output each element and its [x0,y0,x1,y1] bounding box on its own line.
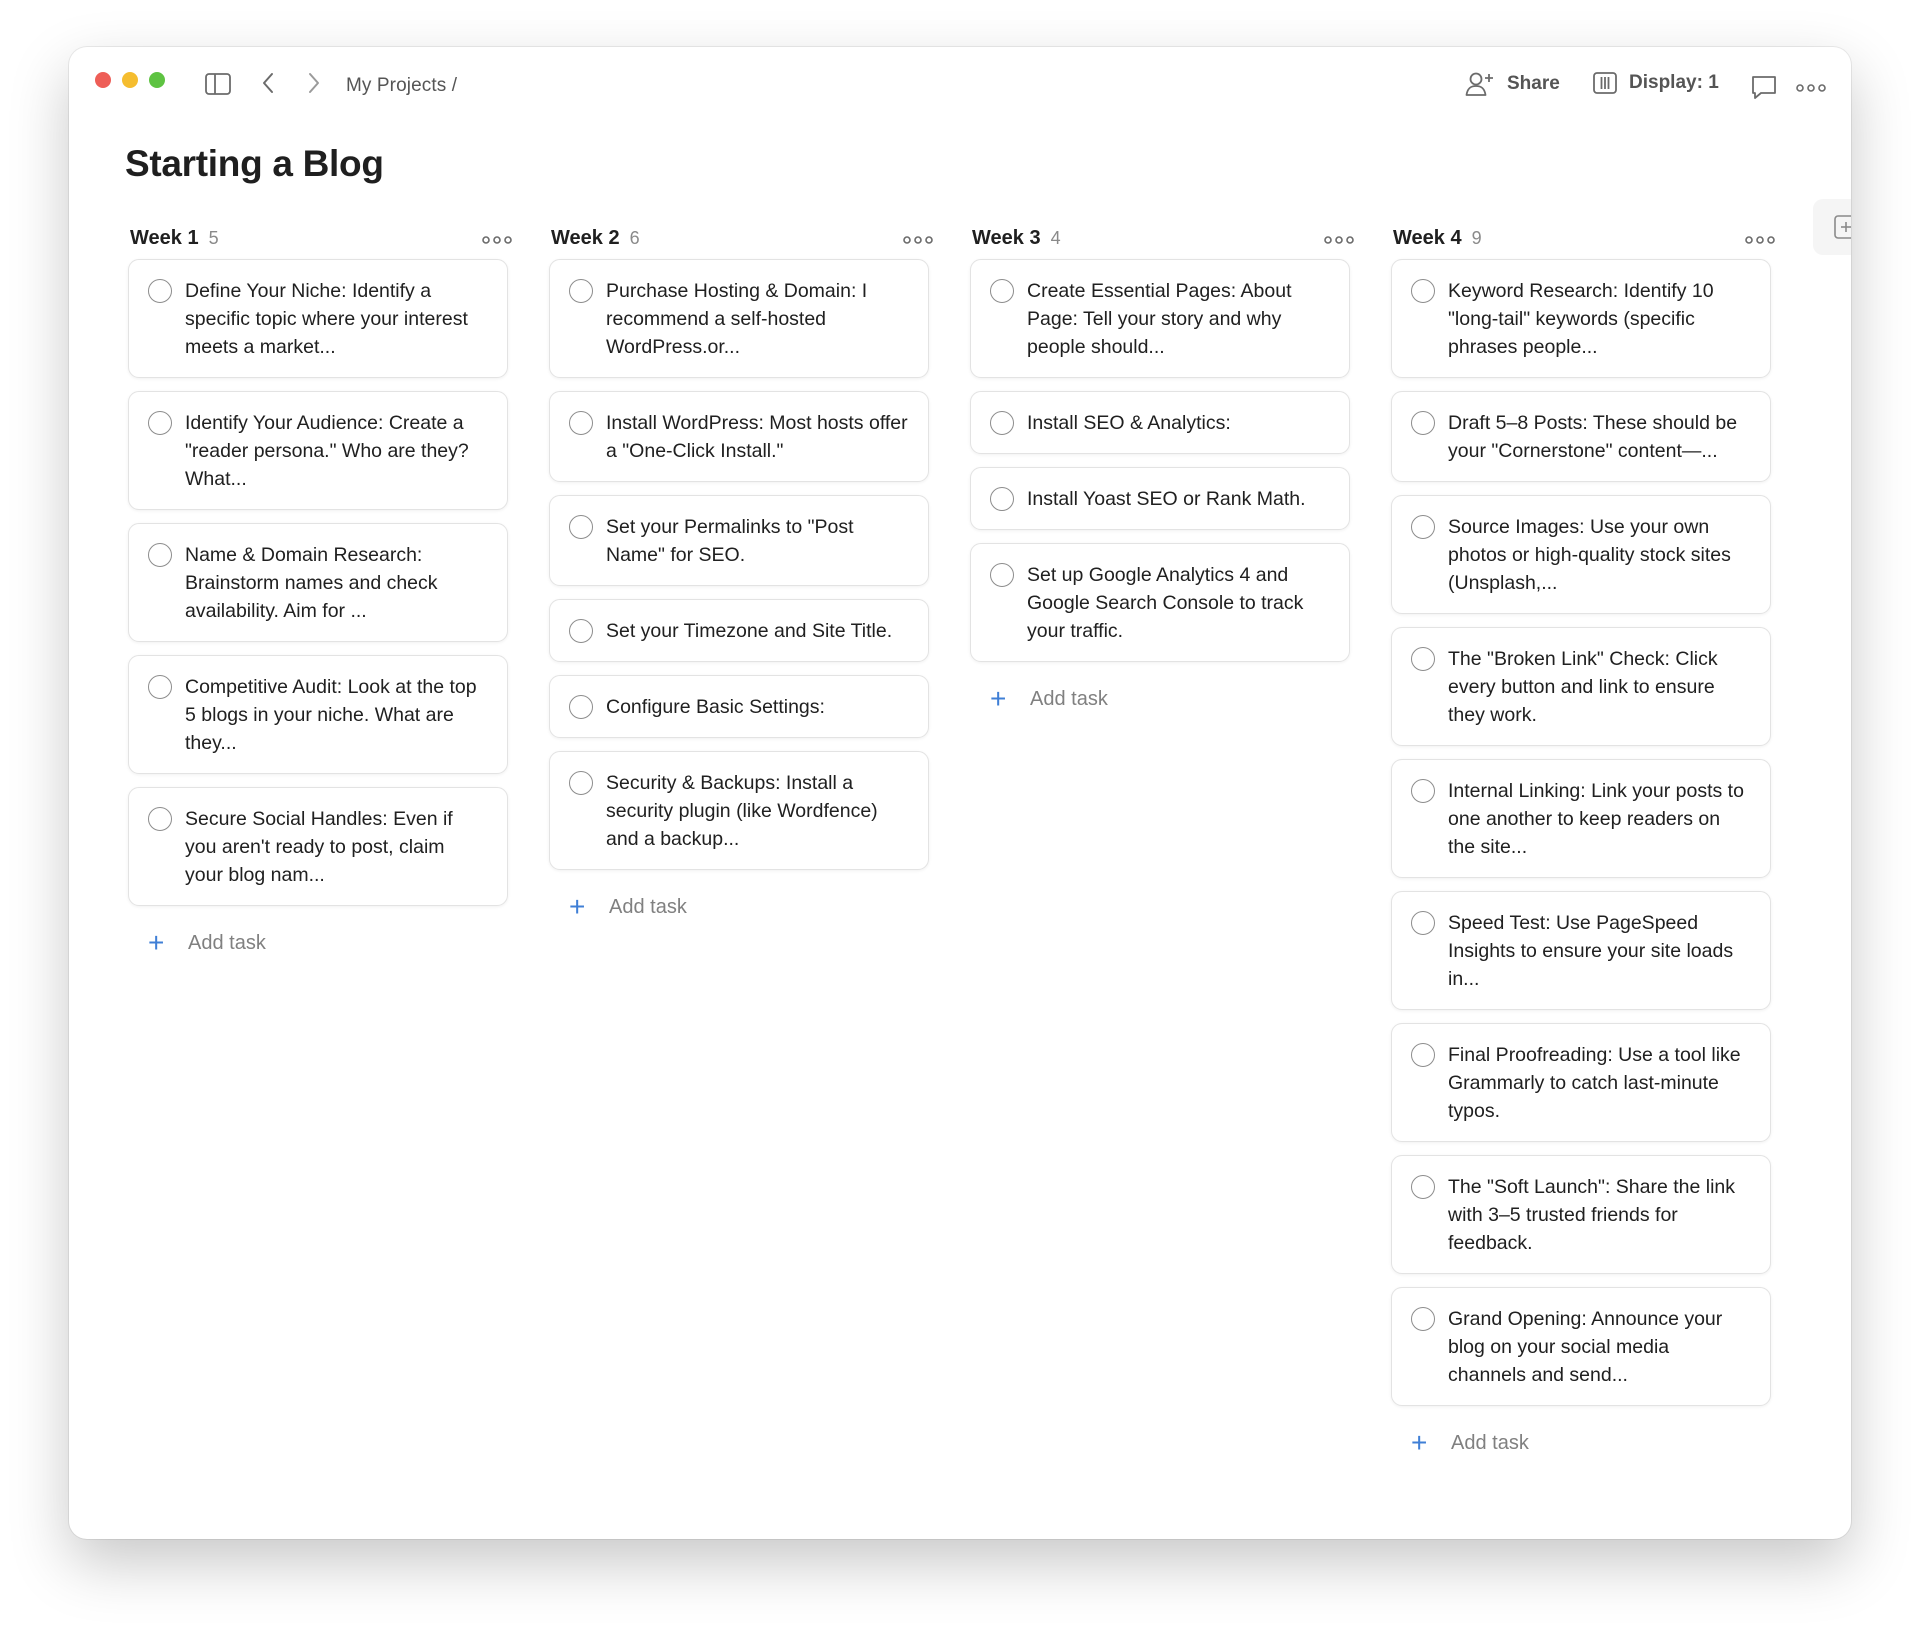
task-card[interactable] [128,787,508,906]
task-card[interactable] [549,751,929,870]
task-title: Install WordPress: Most hosts offer a "One-Click Install." [606,412,908,462]
column-header [1391,217,1771,259]
task-complete-checkbox[interactable] [569,771,593,795]
task-complete-checkbox[interactable] [1411,411,1435,435]
column-title-text: Week 2 [551,227,620,249]
column-title-text: Week 1 [130,227,199,249]
display-button[interactable] [1593,71,1719,95]
board-column [128,217,508,967]
board-column [970,217,1350,723]
task-card[interactable] [549,495,929,586]
task-title: Identify Your Audience: Create a "reader persona." Who are they? What... [185,412,469,490]
task-complete-checkbox[interactable] [1411,1307,1435,1331]
task-title: Source Images: Use your own photos or high-quality stock sites (Unsplash,... [1448,516,1731,594]
task-complete-checkbox[interactable] [148,807,172,831]
column-more-icon[interactable] [1324,235,1354,245]
add-person-icon [1465,71,1495,97]
task-complete-checkbox[interactable] [990,487,1014,511]
task-title: Set your Permalinks to "Post Name" for SEO. [606,516,854,566]
task-card[interactable] [1391,1155,1771,1274]
task-card[interactable] [970,391,1350,454]
task-title: Internal Linking: Link your posts to one another to keep readers on the site... [1448,780,1744,858]
task-card[interactable] [970,467,1350,530]
column-task-count: 4 [1050,228,1061,248]
task-title: The "Broken Link" Check: Click every button and link to ensure they work. [1448,648,1718,726]
board-column [549,217,929,931]
add-section-icon [1831,213,1851,243]
task-complete-checkbox[interactable] [148,543,172,567]
minimize-window-button[interactable] [122,72,138,88]
column-title-text: Week 4 [1393,227,1462,249]
task-complete-checkbox[interactable] [1411,515,1435,539]
task-card[interactable] [1391,627,1771,746]
add-task-label: Add task [1030,687,1108,710]
task-complete-checkbox[interactable] [569,279,593,303]
task-title: Set your Timezone and Site Title. [606,620,893,642]
task-card[interactable] [1391,259,1771,378]
page-title: Starting a Blog [125,143,384,184]
close-window-button[interactable] [95,72,111,88]
column-more-icon[interactable] [482,235,512,245]
column-title[interactable] [551,227,640,250]
add-task-button[interactable] [549,883,929,931]
column-task-count: 9 [1471,228,1482,248]
add-task-button[interactable] [1391,1419,1771,1467]
add-task-button[interactable] [128,919,508,967]
breadcrumb[interactable]: My Projects / [346,75,458,96]
task-card[interactable] [1391,495,1771,614]
task-card[interactable] [1391,391,1771,482]
task-card[interactable] [128,523,508,642]
task-title: Security & Backups: Install a security plugin (like Wordfence) and a backup... [606,772,878,850]
task-card[interactable] [549,599,929,662]
plus-icon: + [148,927,165,958]
task-complete-checkbox[interactable] [148,279,172,303]
app-window [69,47,1851,1539]
task-title: Speed Test: Use PageSpeed Insights to ensure your site loads in... [1448,912,1734,990]
task-complete-checkbox[interactable] [1411,1175,1435,1199]
column-more-icon[interactable] [1745,235,1775,245]
task-card[interactable] [549,391,929,482]
task-title: Competitive Audit: Look at the top 5 blogs in your niche. What are they... [185,676,477,754]
share-label: Share [1507,73,1560,94]
add-task-label: Add task [188,931,266,954]
plus-icon: + [990,683,1007,714]
task-title: Keyword Research: Identify 10 "long-tail" keywords (specific phrases people... [1448,280,1714,358]
task-title: Draft 5–8 Posts: These should be your "Cornerstone" content—... [1448,412,1738,462]
task-title: Final Proofreading: Use a tool like Grammarly to catch last-minute typos. [1448,1044,1741,1122]
task-complete-checkbox[interactable] [1411,1043,1435,1067]
task-title: Secure Social Handles: Even if you aren't ready to post, claim your blog nam... [185,808,453,886]
task-complete-checkbox[interactable] [990,279,1014,303]
task-card[interactable] [549,259,929,378]
task-card[interactable] [549,675,929,738]
task-complete-checkbox[interactable] [1411,647,1435,671]
share-button[interactable] [1465,71,1560,97]
task-title: Install SEO & Analytics: [1027,412,1231,434]
task-card[interactable] [128,259,508,378]
back-icon[interactable] [261,71,275,95]
task-complete-checkbox[interactable] [148,675,172,699]
column-task-count: 5 [208,228,219,248]
task-card[interactable] [1391,891,1771,1010]
task-title: Set up Google Analytics 4 and Google Search Console to track your traffic. [1027,564,1304,642]
task-complete-checkbox[interactable] [148,411,172,435]
task-complete-checkbox[interactable] [1411,279,1435,303]
task-complete-checkbox[interactable] [569,515,593,539]
task-complete-checkbox[interactable] [569,411,593,435]
task-complete-checkbox[interactable] [990,563,1014,587]
column-more-icon[interactable] [903,235,933,245]
task-complete-checkbox[interactable] [569,695,593,719]
task-title: Create Essential Pages: About Page: Tell your story and why people should... [1027,280,1292,358]
add-task-label: Add task [609,895,687,918]
more-icon[interactable] [1796,83,1826,93]
zoom-window-button[interactable] [149,72,165,88]
task-card[interactable] [1391,759,1771,878]
column-title[interactable] [972,227,1061,250]
add-section-button[interactable] [1813,199,1851,255]
task-card[interactable] [970,543,1350,662]
board-column [1391,217,1771,1467]
plus-icon: + [1411,1427,1428,1458]
add-task-button[interactable] [970,675,1350,723]
task-title: Install Yoast SEO or Rank Math. [1027,488,1306,510]
column-title[interactable] [130,227,219,250]
task-complete-checkbox[interactable] [990,411,1014,435]
task-card[interactable] [970,259,1350,378]
column-title-text: Week 3 [972,227,1041,249]
column-header [549,217,929,259]
add-task-label: Add task [1451,1431,1529,1454]
column-task-count: 6 [629,228,640,248]
task-complete-checkbox[interactable] [1411,911,1435,935]
sidebar-toggle-icon[interactable] [205,73,231,95]
task-card[interactable] [1391,1023,1771,1142]
task-card[interactable] [1391,1287,1771,1406]
task-title: Configure Basic Settings: [606,696,825,718]
plus-icon: + [569,891,586,922]
column-title[interactable] [1393,227,1482,250]
task-complete-checkbox[interactable] [1411,779,1435,803]
task-title: Purchase Hosting & Domain: I recommend a self-hosted WordPress.or... [606,280,868,358]
forward-icon[interactable] [307,71,321,95]
comment-icon[interactable] [1750,73,1778,101]
columns-icon [1593,71,1617,95]
task-title: Define Your Niche: Identify a specific topic where your interest meets a market... [185,280,468,358]
task-card[interactable] [128,391,508,510]
task-title: Name & Domain Research: Brainstorm names and check availability. Aim for ... [185,544,438,622]
column-header [970,217,1350,259]
task-complete-checkbox[interactable] [569,619,593,643]
title-bar [69,47,1851,127]
task-title: The "Soft Launch": Share the link with 3–5 trusted friends for feedback. [1448,1176,1736,1254]
task-card[interactable] [128,655,508,774]
task-title: Grand Opening: Announce your blog on your social media channels and send... [1448,1308,1723,1386]
column-header [128,217,508,259]
display-label: Display: 1 [1629,72,1719,93]
